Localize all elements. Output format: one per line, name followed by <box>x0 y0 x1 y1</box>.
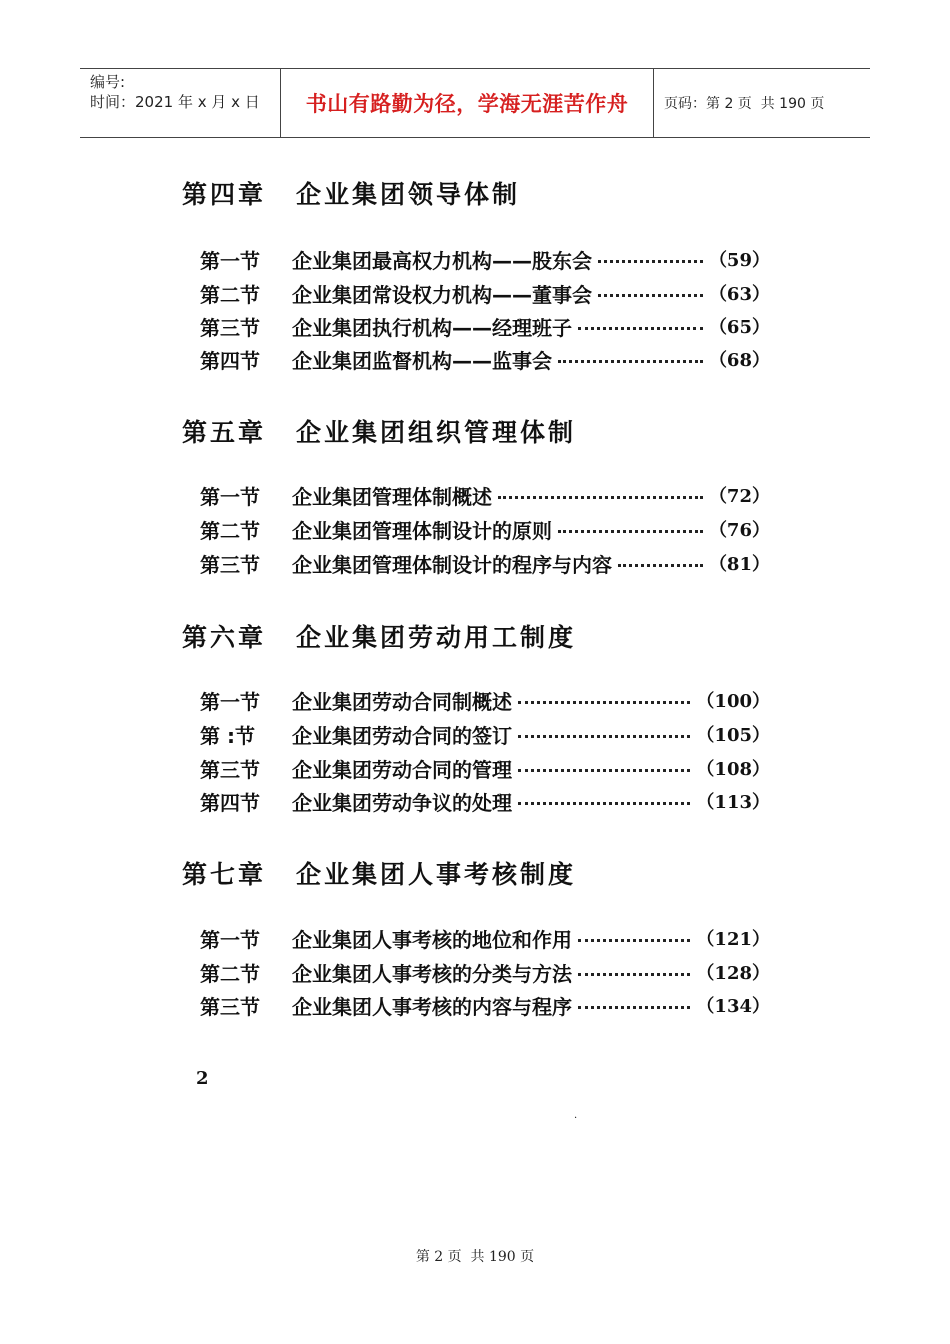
section-number: 第一节 <box>200 248 260 273</box>
section-title: 企业集团常设权力机构——董事会 <box>292 282 592 307</box>
chapter-name: 企业集团劳动用工制度 <box>296 623 577 652</box>
dot-leader <box>518 701 690 704</box>
toc-entry[interactable] <box>200 514 770 544</box>
section-page: （105） <box>696 725 770 746</box>
time-label: 时间：2021 年 x 月 x 日 <box>90 93 260 111</box>
dot-leader <box>518 802 690 805</box>
chapter-heading <box>182 855 576 891</box>
section-number: 第三节 <box>200 315 260 340</box>
dot-leader <box>498 496 703 499</box>
section-page: （76） <box>708 520 770 541</box>
section-title: 企业集团劳动合同制概述 <box>292 689 512 714</box>
page-header <box>80 68 870 138</box>
section-title: 企业集团劳动合同的管理 <box>292 757 512 782</box>
dot-leader <box>518 735 690 738</box>
toc-entry[interactable] <box>200 548 770 578</box>
toc-entry[interactable] <box>200 990 770 1020</box>
section-number: 第三节 <box>200 757 260 782</box>
section-title: 企业集团管理体制设计的程序与内容 <box>292 552 612 577</box>
section-number: 第四节 <box>200 348 260 373</box>
section-page: （59） <box>708 250 770 271</box>
toc-entry[interactable] <box>200 278 770 308</box>
header-meta <box>80 69 281 137</box>
code-label: 编号: <box>90 73 126 91</box>
section-page: （72） <box>708 486 770 507</box>
section-page: （134） <box>696 996 770 1017</box>
chapter-number: 第四章 <box>182 180 267 209</box>
section-page: （100） <box>696 691 770 712</box>
section-number: 第一节 <box>200 689 260 714</box>
toc-entry[interactable] <box>200 786 770 816</box>
chapter-number: 第五章 <box>182 418 267 447</box>
section-title: 企业集团劳动合同的签订 <box>292 723 512 748</box>
section-title: 企业集团劳动争议的处理 <box>292 790 512 815</box>
section-page: （81） <box>708 554 770 575</box>
section-number: 第二节 <box>200 961 260 986</box>
book-page-number: 2 <box>196 1068 209 1089</box>
dot-leader <box>578 1006 690 1009</box>
section-title: 企业集团人事考核的内容与程序 <box>292 994 572 1019</box>
toc-entry[interactable] <box>200 719 770 749</box>
toc-entry[interactable] <box>200 753 770 783</box>
chapter-name: 企业集团人事考核制度 <box>296 860 577 889</box>
dot-leader <box>618 564 703 567</box>
section-title: 企业集团管理体制设计的原则 <box>292 518 552 543</box>
header-page-info <box>654 69 870 137</box>
page-footer <box>0 1246 950 1266</box>
stray-mark: . <box>574 1110 578 1121</box>
section-title: 企业集团管理体制概述 <box>292 484 492 509</box>
section-number: 第一节 <box>200 484 260 509</box>
section-number: 第一节 <box>200 927 260 952</box>
dot-leader <box>578 973 690 976</box>
section-number: 第三节 <box>200 552 260 577</box>
dot-leader <box>558 530 703 533</box>
section-page: （128） <box>696 963 770 984</box>
toc-entry[interactable] <box>200 311 770 341</box>
dot-leader <box>578 327 703 330</box>
section-number: 第四节 <box>200 790 260 815</box>
toc-entry[interactable] <box>200 244 770 274</box>
page-info-text: 页码：第 2 页 共 190 页 <box>664 96 825 112</box>
section-page: （113） <box>696 792 770 813</box>
section-title: 企业集团人事考核的分类与方法 <box>292 961 572 986</box>
section-page: （65） <box>708 317 770 338</box>
section-page: （121） <box>696 929 770 950</box>
section-title: 企业集团执行机构——经理班子 <box>292 315 572 340</box>
dot-leader <box>518 769 690 772</box>
section-title: 企业集团监督机构——监事会 <box>292 348 552 373</box>
section-number: 第 :节 <box>200 723 255 748</box>
section-number: 第二节 <box>200 282 260 307</box>
chapter-heading <box>182 413 576 449</box>
toc-entry[interactable] <box>200 480 770 510</box>
section-page: （108） <box>696 759 770 780</box>
chapter-heading <box>182 618 576 654</box>
toc-entry[interactable] <box>200 923 770 953</box>
chapter-name: 企业集团组织管理体制 <box>296 418 577 447</box>
chapter-number: 第七章 <box>182 860 267 889</box>
dot-leader <box>578 939 690 942</box>
footer-page-info: 第 2 页 共 190 页 <box>415 1249 535 1265</box>
toc-entry[interactable] <box>200 344 770 374</box>
header-motto: 书山有路勤为径，学海无涯苦作舟 <box>281 69 654 137</box>
chapter-name: 企业集团领导体制 <box>296 180 521 209</box>
section-number: 第二节 <box>200 518 260 543</box>
chapter-heading <box>182 175 520 211</box>
section-page: （63） <box>708 284 770 305</box>
chapter-number: 第六章 <box>182 623 267 652</box>
section-page: （68） <box>708 350 770 371</box>
section-number: 第三节 <box>200 994 260 1019</box>
section-title: 企业集团最高权力机构——股东会 <box>292 248 592 273</box>
dot-leader <box>558 360 703 363</box>
toc-entry[interactable] <box>200 685 770 715</box>
toc-entry[interactable] <box>200 957 770 987</box>
dot-leader <box>598 294 703 297</box>
section-title: 企业集团人事考核的地位和作用 <box>292 927 572 952</box>
dot-leader <box>598 260 703 263</box>
